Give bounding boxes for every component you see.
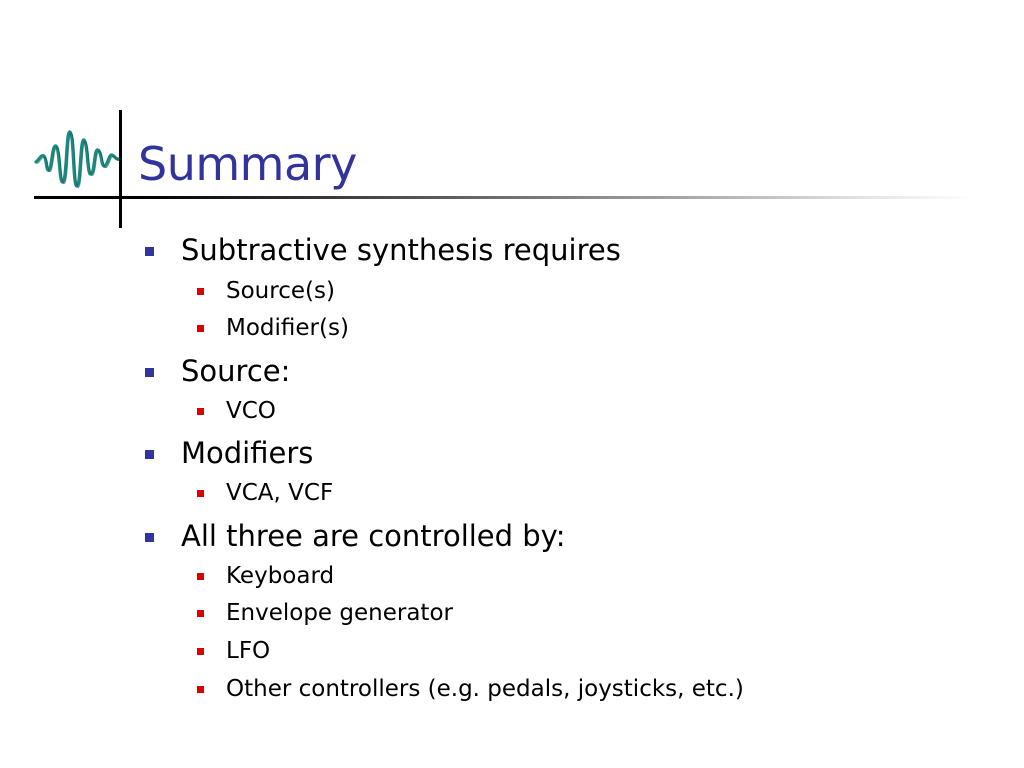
bullet-text: Modifiers <box>181 436 314 470</box>
sub-bullet-text: LFO <box>226 638 271 664</box>
sub-bullet-marker <box>197 408 204 415</box>
sub-bullet-text: Source(s) <box>226 278 335 304</box>
bullet-text: All three are controlled by: <box>181 519 566 553</box>
bullet-marker <box>145 368 154 377</box>
slide-title: Summary <box>138 137 357 191</box>
sub-bullet-marker <box>197 288 204 295</box>
bullet-text: Source: <box>181 354 291 388</box>
sub-bullet-text: Modifier(s) <box>226 315 349 341</box>
bullet-marker <box>145 247 154 256</box>
bullet-marker <box>145 450 154 459</box>
sub-bullet-marker <box>197 325 204 332</box>
sub-bullet-marker <box>197 648 204 655</box>
bullet-text: Subtractive synthesis requires <box>181 233 621 267</box>
sub-bullet-text: VCO <box>226 398 276 424</box>
sub-bullet-marker <box>197 573 204 580</box>
sub-bullet-marker <box>197 610 204 617</box>
sub-bullet-marker <box>197 686 204 693</box>
sub-bullet-text: VCA, VCF <box>226 480 334 506</box>
sub-bullet-marker <box>197 490 204 497</box>
sub-bullet-text: Keyboard <box>226 563 335 589</box>
sub-bullet-text: Other controllers (e.g. pedals, joysticks, etc.) <box>226 676 744 702</box>
bullet-marker <box>145 533 154 542</box>
sub-bullet-text: Envelope generator <box>226 600 453 626</box>
